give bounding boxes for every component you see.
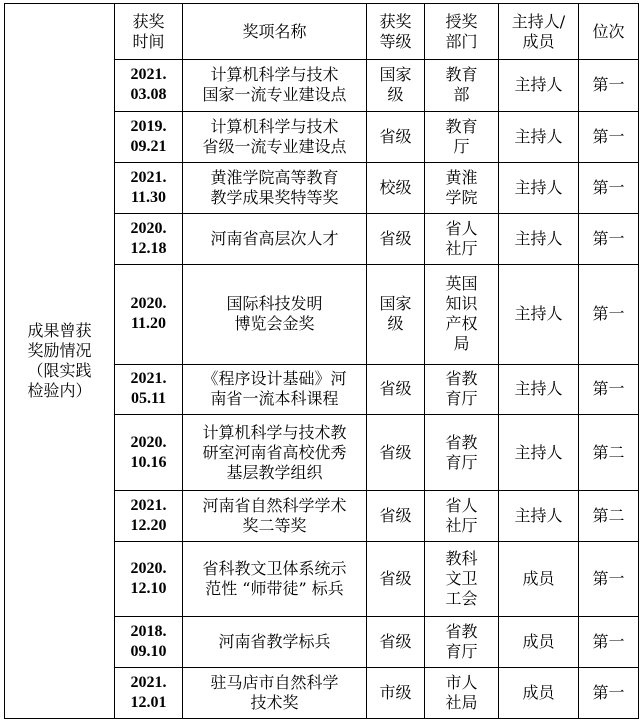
award-role: 主持人 [499,213,579,264]
award-level: 市级 [367,668,425,719]
award-level: 省级 [367,213,425,264]
award-role: 主持人 [499,111,579,162]
award-dept: 省教 育厅 [425,364,499,415]
award-name: 计算机科学与技术教 研室河南省高校优秀 基层教学组织 [183,415,367,490]
award-rank: 第一 [579,264,639,364]
award-role: 主持人 [499,364,579,415]
header-dept: 授奖 部门 [425,4,499,60]
award-level: 国家 级 [367,264,425,364]
award-role: 主持人 [499,162,579,213]
award-role: 主持人 [499,264,579,364]
award-name: 计算机科学与技术 省级一流专业建设点 [183,111,367,162]
award-rank: 第一 [579,60,639,112]
section-label: 成果曾获 奖励情况 （限实践 检验内） [5,4,115,719]
award-dept: 省人 社厅 [425,490,499,541]
award-dept: 省教 育厅 [425,415,499,490]
award-rank: 第一 [579,668,639,719]
award-date: 2021. 11.30 [115,162,183,213]
award-role: 主持人 [499,415,579,490]
award-name: 《程序设计基础》河 南省一流本科课程 [183,364,367,415]
award-role: 成员 [499,668,579,719]
award-date: 2019. 09.21 [115,111,183,162]
award-date: 2020. 12.10 [115,541,183,616]
header-level: 获奖 等级 [367,4,425,60]
award-dept: 黄淮 学院 [425,162,499,213]
award-dept: 教育 部 [425,60,499,112]
award-level: 省级 [367,364,425,415]
award-date: 2021. 03.08 [115,60,183,112]
award-rank: 第二 [579,490,639,541]
award-date: 2021. 12.01 [115,668,183,719]
award-role: 主持人 [499,490,579,541]
award-dept: 省人 社厅 [425,213,499,264]
award-rank: 第一 [579,617,639,668]
award-rank: 第一 [579,364,639,415]
award-rank: 第一 [579,162,639,213]
award-date: 2021. 05.11 [115,364,183,415]
header-time: 获奖 时间 [115,4,183,60]
header-name: 奖项名称 [183,4,367,60]
award-level: 校级 [367,162,425,213]
header-rank: 位次 [579,4,639,60]
award-level: 省级 [367,617,425,668]
award-name: 河南省教学标兵 [183,617,367,668]
award-level: 省级 [367,541,425,616]
award-rank: 第一 [579,213,639,264]
award-date: 2020. 10.16 [115,415,183,490]
award-dept: 教育 厅 [425,111,499,162]
award-role: 成员 [499,617,579,668]
award-level: 省级 [367,415,425,490]
award-date: 2020. 12.18 [115,213,183,264]
award-name: 驻马店市自然科学 技术奖 [183,668,367,719]
award-role: 主持人 [499,60,579,112]
award-name: 国际科技发明 博览会金奖 [183,264,367,364]
award-level: 省级 [367,111,425,162]
award-name: 河南省自然科学学术 奖二等奖 [183,490,367,541]
header-row [5,4,639,60]
award-dept: 教科 文卫 工会 [425,541,499,616]
award-name: 河南省高层次人才 [183,213,367,264]
award-date: 2020. 11.20 [115,264,183,364]
award-dept: 省教 育厅 [425,617,499,668]
award-role: 成员 [499,541,579,616]
award-name: 黄淮学院高等教育 教学成果奖特等奖 [183,162,367,213]
award-name: 计算机科学与技术 国家一流专业建设点 [183,60,367,112]
award-date: 2018. 09.10 [115,617,183,668]
award-name: 省科教文卫体系统示 范性 “师带徒” 标兵 [183,541,367,616]
award-level: 省级 [367,490,425,541]
awards-table [4,3,639,719]
award-dept: 英国 知识 产权 局 [425,264,499,364]
header-role: 主持人/ 成员 [499,4,579,60]
award-rank: 第一 [579,111,639,162]
award-dept: 市人 社局 [425,668,499,719]
award-rank: 第一 [579,541,639,616]
award-rank: 第二 [579,415,639,490]
award-date: 2021. 12.20 [115,490,183,541]
award-level: 国家 级 [367,60,425,112]
